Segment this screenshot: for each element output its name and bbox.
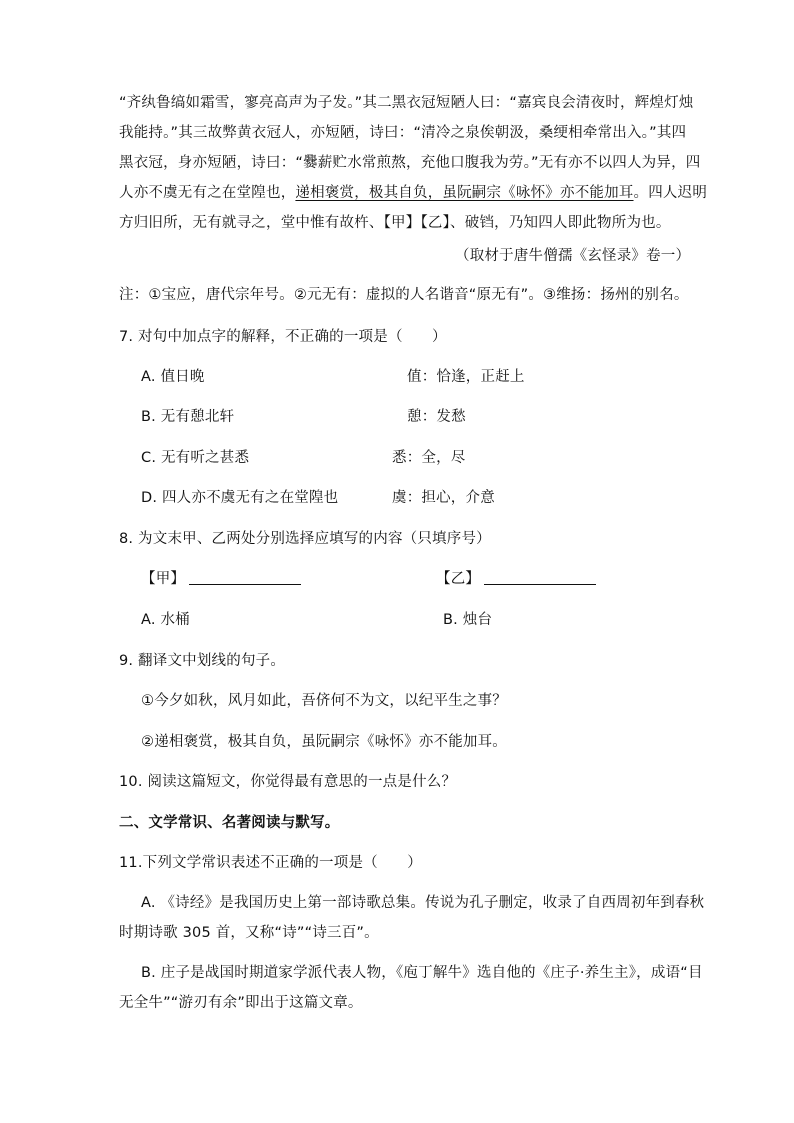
q7-option-c: C. 无有听之甚悉	[141, 450, 250, 466]
q8-jia-label: 【甲】	[141, 571, 186, 587]
q7-option-a: A. 值日晚	[141, 369, 205, 385]
q9-sentence-2: ②递相褒赏，极其自负，虽阮嗣宗《咏怀》亦不能加耳。	[141, 734, 507, 750]
q8-yi-blank[interactable]	[484, 569, 596, 585]
q7-option-d-gloss: 虞：担心，介意	[392, 490, 495, 506]
q7-option-c-gloss: 悉：全，尽	[392, 450, 466, 466]
passage-line-4-pre: 人亦不虞无有之在堂隍也，	[119, 185, 296, 201]
passage-underlined-sentence: 递相褒赏，极其自负，虽阮嗣宗《咏怀》亦不能加耳	[295, 185, 634, 201]
q8-jia-blank[interactable]	[189, 569, 301, 585]
q8-yi-label: 【乙】	[436, 571, 481, 587]
passage-line-4	[119, 183, 707, 203]
q8-option-b: B. 烛台	[443, 612, 493, 628]
q7-stem: 7. 对句中加点字的解释，不正确的一项是（ ）	[119, 329, 447, 345]
q9-sentence-1: ①今夕如秋，风月如此，吾侪何不为文，以纪平生之事？	[141, 693, 507, 709]
q7-option-d: D. 四人亦不虞无有之在堂隍也	[141, 490, 339, 506]
q8-stem: 8. 为文末甲、乙两处分别选择应填写的内容（只填序号）	[119, 531, 491, 547]
q8-jia-field	[141, 569, 301, 589]
passage-source: （取材于唐牛僧孺《玄怪录》卷一）	[455, 248, 691, 264]
q7-option-b-gloss: 憩：发愁	[407, 409, 466, 425]
q7-option-a-gloss: 值：恰逢，正赶上	[407, 369, 525, 385]
q11-option-a-line-1: A. 《诗经》是我国历史上第一部诗歌总集。传说为孔子删定，收录了自西周初年到春秋	[141, 895, 705, 911]
q8-yi-field	[436, 569, 596, 589]
passage-note: 注：①宝应，唐代宗年号。②元无有：虚拟的人名谐音“原无有”。③维扬：扬州的别名。	[119, 287, 689, 303]
q7-option-b: B. 无有憩北轩	[141, 409, 235, 425]
section-2-title: 二、文学常识、名著阅读与默写。	[119, 815, 340, 831]
passage-line-4-post: 。四人迟明	[633, 185, 708, 201]
q10-stem: 10. 阅读这篇短文，你觉得最有意思的一点是什么？	[119, 774, 457, 790]
passage-line-3: 黑衣冠，身亦短陋，诗曰：“爨薪贮水常煎熬，充他口腹我为劳。”无有亦不以四人为异，四	[119, 155, 701, 171]
passage-line-1: “齐纨鲁缟如霜雪，寥亮高声为子发。”其二黑衣冠短陋人曰：“嘉宾良会清夜时，辉煌灯烛	[119, 95, 694, 111]
q8-option-a: A. 水桶	[141, 612, 190, 628]
q11-option-b-line-1: B. 庄子是战国时期道家学派代表人物，《庖丁解牛》选自他的《庄子·养生主》，成语“目	[141, 965, 703, 981]
q11-stem: 11.下列文学常识表述不正确的一项是（ ）	[119, 855, 422, 871]
q9-stem: 9. 翻译文中划线的句子。	[119, 653, 286, 669]
passage-line-2: 我能持。”其三故弊黄衣冠人，亦短陋，诗曰：“清冷之泉俟朝汲，桑绠相牵常出入。”其四	[119, 125, 687, 141]
q11-option-b-line-2: 无全牛”“游刃有余”即出于这篇文章。	[119, 995, 363, 1011]
q11-option-a-line-2: 时期诗歌 305 首，又称“诗”“诗三百”。	[119, 925, 379, 941]
passage-line-5: 方归旧所，无有就寻之，堂中惟有故杵、【甲】【乙】、破铛，乃知四人即此物所为也。	[119, 215, 671, 231]
